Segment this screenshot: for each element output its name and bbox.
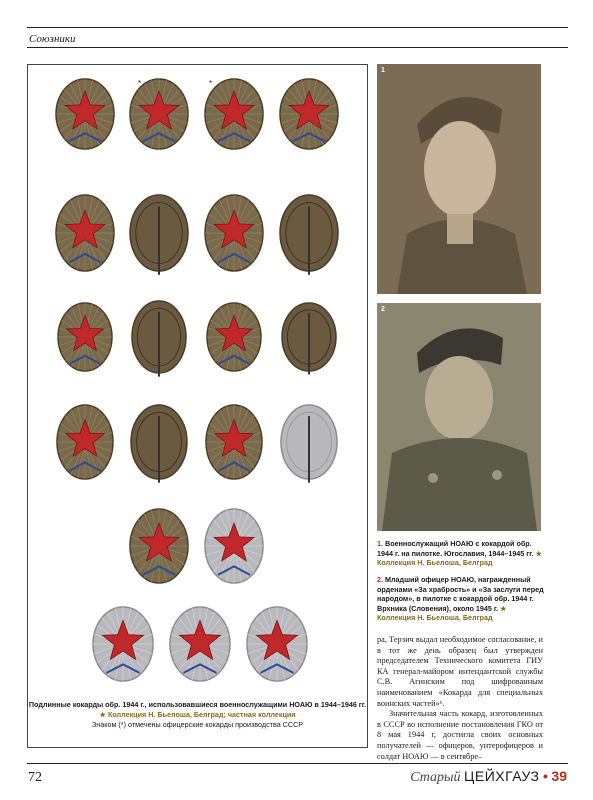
badge-cockade bbox=[282, 303, 336, 374]
body-text bbox=[377, 635, 543, 762]
body-paragraph-1: ра, Терзич выдал необходимое согласование, и в тот же день образец был утвержден председателем Технического комитета ГИУ КА генерал-майором интендантской службы С.В. Агинским под шифрованным наименованием «Кокарда для специальных воинских частей»⁶. bbox=[377, 635, 543, 708]
plate-caption bbox=[28, 700, 367, 730]
badge-cockade bbox=[205, 195, 263, 271]
plate-caption-collection: Коллекция Н. Бьелоша, Белград; частная коллекция bbox=[107, 710, 296, 719]
photo-1-caption bbox=[377, 539, 547, 568]
badge-cockade bbox=[280, 195, 338, 275]
badge-cockade bbox=[131, 405, 187, 483]
photo-1-caption-text: Военнослужащий НОАЮ с кокардой обр. 1944 г. на пилотке. Югославия, 1944–1945 гг. bbox=[377, 539, 534, 558]
photo-2-caption bbox=[377, 575, 547, 623]
page-number-right: 39 bbox=[551, 768, 567, 784]
badge-cockade bbox=[130, 195, 188, 275]
officer-asterisk: * bbox=[138, 79, 142, 88]
badge-cockade bbox=[206, 405, 262, 479]
badge-cockade bbox=[281, 405, 337, 483]
footer-rule bbox=[27, 763, 568, 764]
badge-cockade bbox=[130, 509, 188, 583]
photo-2-caption-text: Младший офицер НОАЮ, награжденный орденами «За храбрость» и «За заслуги перед народом», в пилотке с кокардой обр. 1944 г. Врхника (Словения), около 1945 г. bbox=[377, 575, 544, 613]
photo-1-caption-collection: Коллекция Н. Бьелоша, Белград bbox=[377, 558, 493, 568]
photo-1-caption-num: 1. bbox=[377, 539, 383, 548]
badge-cockade bbox=[205, 509, 263, 583]
caption-star-icon: ★ bbox=[99, 710, 106, 719]
photo-1-star-icon: ★ bbox=[535, 548, 543, 558]
magazine-footer bbox=[410, 768, 567, 786]
photo-2-number: 2 bbox=[381, 306, 385, 313]
magazine-name: Старый bbox=[410, 770, 461, 785]
header-rule-bottom bbox=[27, 47, 568, 48]
photo-1 bbox=[377, 64, 541, 294]
badge-cockade bbox=[207, 303, 261, 371]
badge-plate bbox=[27, 64, 368, 748]
section-title: Союзники bbox=[29, 33, 76, 45]
badge-cockade bbox=[56, 195, 114, 271]
page-number-left: 72 bbox=[28, 770, 42, 785]
header-rule-top bbox=[27, 27, 568, 28]
photo-2-star-icon: ★ bbox=[500, 603, 507, 613]
body-paragraph-2: Значительная часть кокард, изготовленных в СССР во исполнение постановления ГКО от 8 мая 1944 г, достигла своих основных получателей — офицеров, унтерофицеров и солдат НОАЮ — в сентябре– bbox=[377, 709, 543, 761]
badge-cockade bbox=[132, 301, 186, 377]
badge-cockade bbox=[58, 303, 112, 371]
plate-caption-note: Знаком (*) отмечены офицерские кокарды производства СССР bbox=[91, 720, 304, 729]
officer-asterisk: * bbox=[209, 79, 213, 88]
badge-cockade bbox=[170, 607, 230, 681]
badge-cockade bbox=[93, 607, 153, 681]
photo-2-caption-collection: Коллекция Н. Бьелоша, Белград bbox=[377, 613, 493, 623]
badge-cockade bbox=[280, 79, 338, 149]
plate-caption-bold: Подлинные кокарды обр. 1944 г., использовавшиеся военнослужащими НОАЮ в 1944–1946 гг. bbox=[28, 700, 367, 709]
badge-cockade bbox=[56, 79, 114, 149]
badge-cockade bbox=[247, 607, 307, 681]
badge-cockade bbox=[57, 405, 113, 479]
photo-1-number: 1 bbox=[381, 67, 385, 74]
badge-cockade bbox=[205, 79, 263, 149]
badge-cockade bbox=[130, 79, 188, 149]
footer-dot: • bbox=[543, 768, 548, 784]
photo-2-caption-num: 2. bbox=[377, 575, 383, 584]
magazine-brand: ЦЕЙХГАУЗ bbox=[464, 768, 540, 784]
photo-2 bbox=[377, 303, 541, 531]
